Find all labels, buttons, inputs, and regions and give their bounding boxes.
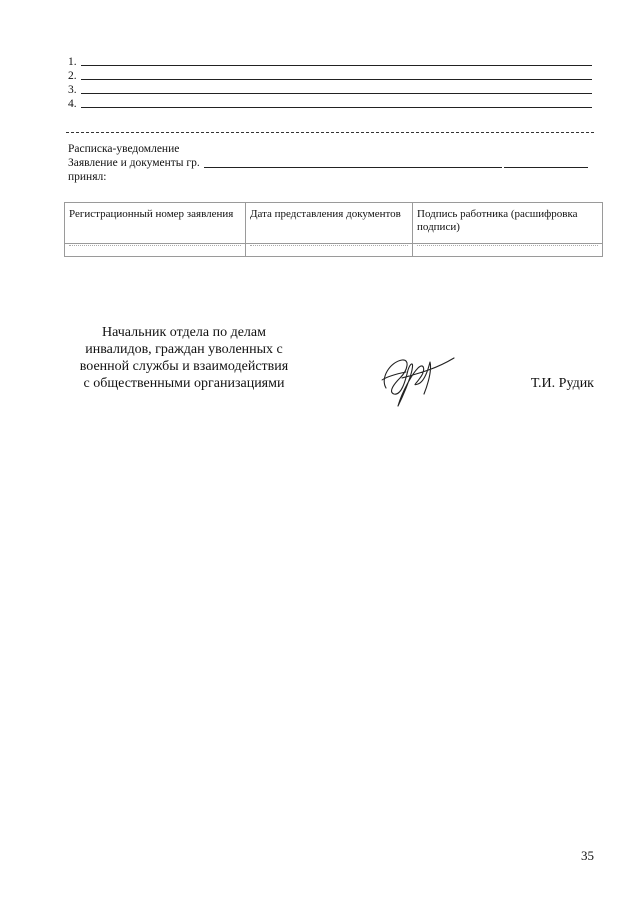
numbered-list (68, 54, 592, 110)
position-title (66, 324, 302, 392)
signer-name: Т.И. Рудик (530, 376, 594, 391)
receipt-block (68, 142, 592, 184)
position-line: инвалидов, граждан уволенных с (85, 342, 283, 357)
table-header-row (65, 203, 603, 244)
table-cell (65, 244, 246, 257)
blank-line (81, 98, 592, 108)
position-line: с общественными организациями (83, 376, 285, 391)
table-cell (413, 244, 603, 257)
dotted-line (417, 245, 598, 246)
header-submission-date: Дата представления документов (246, 203, 413, 244)
accepted-label: принял: (68, 171, 107, 183)
list-item (68, 68, 592, 82)
list-item-number: 3. (68, 84, 77, 96)
list-item-number: 4. (68, 98, 77, 110)
list-item (68, 54, 592, 68)
blank-line (81, 84, 592, 94)
table-cell (246, 244, 413, 257)
header-employee-signature: Подпись работника (расшифровка подписи) (413, 203, 603, 244)
list-item (68, 82, 592, 96)
applicant-row (68, 156, 592, 170)
dotted-line (250, 245, 408, 246)
receipt-title: Расписка-уведомление (68, 143, 180, 155)
page-number: 35 (581, 848, 594, 863)
position-line: военной службы и взаимодействия (79, 359, 289, 374)
header-reg-number: Регистрационный номер заявления (65, 203, 246, 244)
applicant-label: Заявление и документы гр. (68, 157, 200, 169)
list-item (68, 96, 592, 110)
handwritten-signature (372, 348, 462, 410)
list-item-number: 2. (68, 70, 77, 82)
position-line: Начальник отдела по делам (102, 325, 266, 340)
applicant-extra-blank (504, 158, 588, 168)
applicant-name-blank (204, 158, 502, 168)
blank-line (81, 56, 592, 66)
table-row (65, 244, 603, 257)
list-item-number: 1. (68, 56, 77, 68)
cut-line (66, 132, 594, 133)
registration-table (64, 202, 603, 257)
blank-line (81, 70, 592, 80)
dotted-line (69, 245, 241, 246)
